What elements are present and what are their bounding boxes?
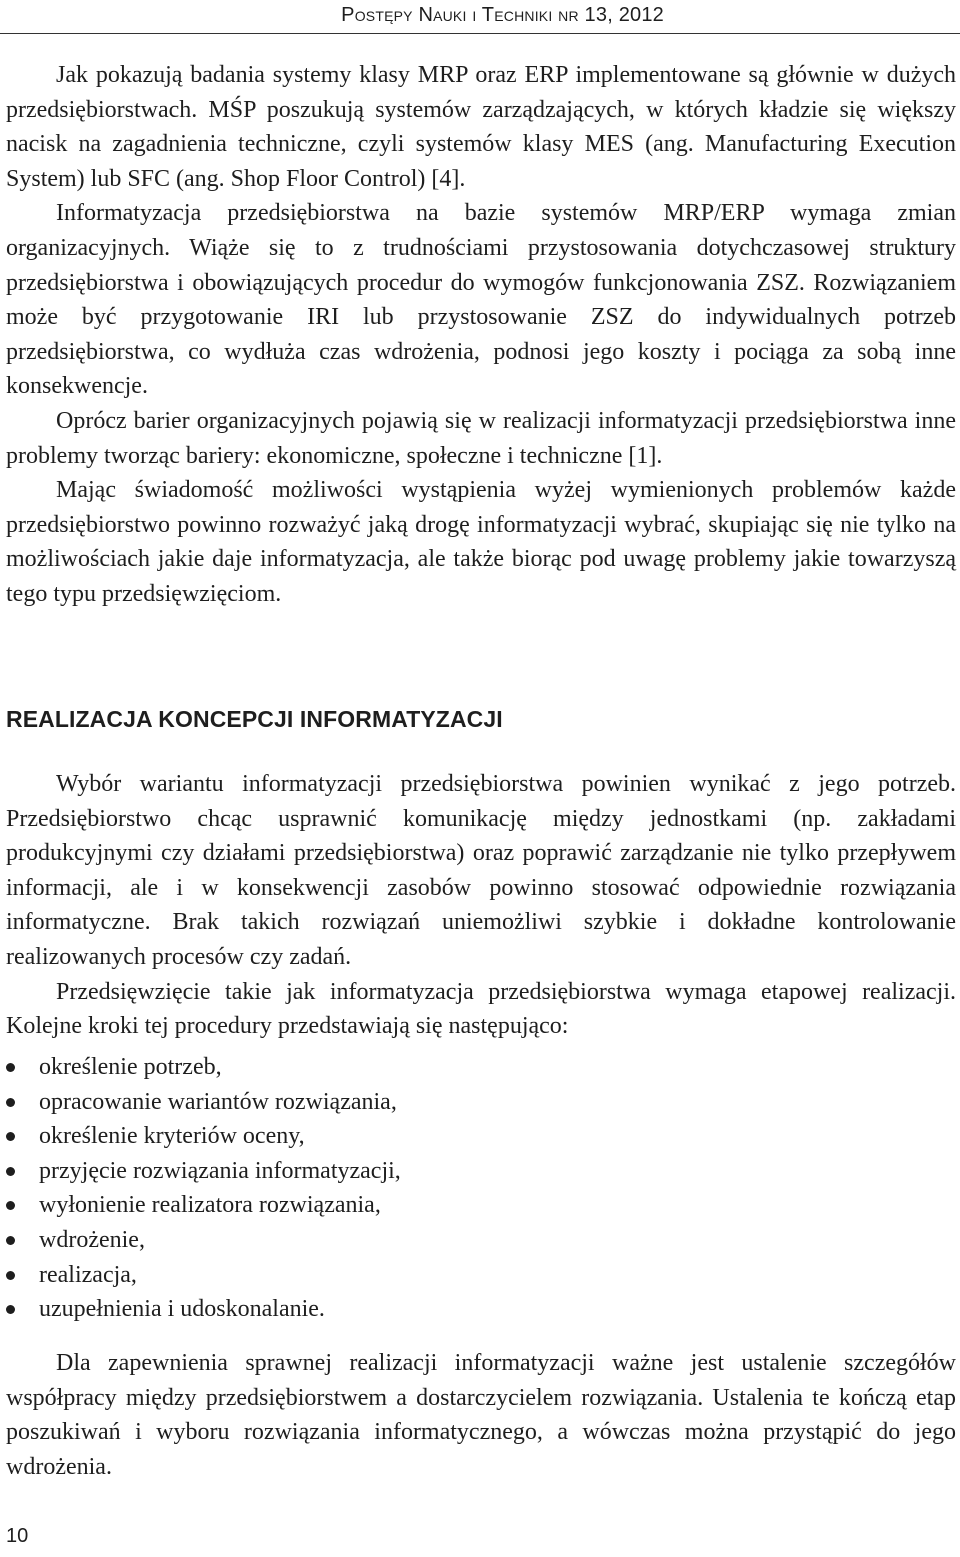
list-item	[6, 1223, 401, 1258]
list-item-text: określenie kryteriów oceny,	[39, 1123, 305, 1150]
paragraph: Wybór wariantu informatyzacji przedsiębiorstwa powinien wynikać z jego potrzeb. Przedsiębiorstwo chcąc usprawnić komunikację między jednostkami (np. zakładami produkcyjnymi czy działami przedsiębiorstwa) oraz poprawić zarządzanie nie tylko przepływem informacji, ale i w konsekwencji zasobów powinno stosować odpowiednie rozwiązania informatyczne. Brak takich rozwiązań uniemożliwi szybkie i dokładne kontrolowanie realizowanych procesów czy zadań.	[6, 771, 956, 970]
bullet-icon	[6, 1271, 15, 1280]
paragraph: Jak pokazują badania systemy klasy MRP oraz ERP implementowane są głównie w dużych przedsiębiorstwach. MŚP poszukują systemów zarządzających, w których kładzie się większy nacisk na zagadnienia techniczne, czyli systemów klasy MES (ang. Manufacturing Execution System) lub SFC (ang. Shop Floor Control) [4].	[6, 62, 956, 192]
closing-text	[6, 1346, 956, 1484]
bullet-icon	[6, 1236, 15, 1245]
steps-list	[6, 1050, 401, 1327]
list-item-text: opracowanie wariantów rozwiązania,	[39, 1088, 397, 1115]
paragraph: Mając świadomość możliwości wystąpienia wyżej wymienionych problemów każde przedsiębiorstwo powinno rozważyć jaką drogę informatyzacji wybrać, skupiając się nie tylko na możliwościach jakie daje informatyzacja, ale także biorąc pod uwagę problemy jakie towarzyszą tego typu przedsięwzięciom.	[6, 477, 956, 607]
bullet-icon	[6, 1305, 15, 1314]
bullet-icon	[6, 1098, 15, 1107]
list-item-text: przyjęcie rozwiązania informatyzacji,	[39, 1157, 401, 1184]
paragraph: Oprócz barier organizacyjnych pojawią się w realizacji informatyzacji przedsiębiorstwa inne problemy tworząc bariery: ekonomiczne, społeczne i techniczne [1].	[6, 407, 956, 469]
list-item-text: wdrożenie,	[39, 1226, 145, 1253]
header-rule	[0, 33, 960, 34]
intro-text	[6, 58, 956, 612]
list-item	[6, 1258, 401, 1293]
list-item-text: wyłonienie realizatora rozwiązania,	[39, 1192, 381, 1219]
paragraph: Informatyzacja przedsiębiorstwa na bazie systemów MRP/ERP wymaga zmian organizacyjnych. Wiąże się to z trudnościami przystosowania dotychczasowej struktury przedsiębiorstwa i obowiązujących procedur do wymogów funkcjonowania ZSZ. Rozwiązaniem może być przygotowanie IRI lub przystosowanie ZSZ do indywidualnych potrzeb przedsiębiorstwa, co wydłuża czas wdrożenia, podnosi jego koszty i pociąga za sobą inne konsekwencje.	[6, 200, 956, 400]
bullet-icon	[6, 1167, 15, 1176]
list-item-text: realizacja,	[39, 1261, 137, 1288]
bullet-icon	[6, 1132, 15, 1141]
section-heading: REALIZACJA KONCEPCJI INFORMATYZACJI	[6, 706, 503, 732]
list-item-text: uzupełnienia i udoskonalanie.	[39, 1296, 325, 1323]
page-number: 10	[6, 1525, 29, 1547]
running-header: Postępy Nauki i Techniki nr 13, 2012	[341, 4, 664, 26]
list-item-text: określenie potrzeb,	[39, 1054, 222, 1080]
section-text	[6, 767, 956, 1044]
list-item	[6, 1085, 401, 1120]
bullet-icon	[6, 1201, 15, 1210]
bullet-icon	[6, 1063, 15, 1072]
list-item	[6, 1050, 401, 1085]
paragraph: Przedsięwzięcie takie jak informatyzacja przedsiębiorstwa wymaga etapowej realizacji. Kolejne kroki tej procedury przedstawiają się następująco:	[6, 978, 956, 1040]
list-item	[6, 1119, 401, 1154]
list-item	[6, 1292, 401, 1327]
list-item	[6, 1154, 401, 1189]
list-item	[6, 1188, 401, 1223]
paragraph: Dla zapewnienia sprawnej realizacji informatyzacji ważne jest ustalenie szczegółów współpracy między przedsiębiorstwem a dostarczycielem rozwiązania. Ustalenia te kończą etap poszukiwań i wyboru rozwiązania informatycznego, a wówczas można przystąpić do jego wdrożenia.	[6, 1350, 956, 1480]
